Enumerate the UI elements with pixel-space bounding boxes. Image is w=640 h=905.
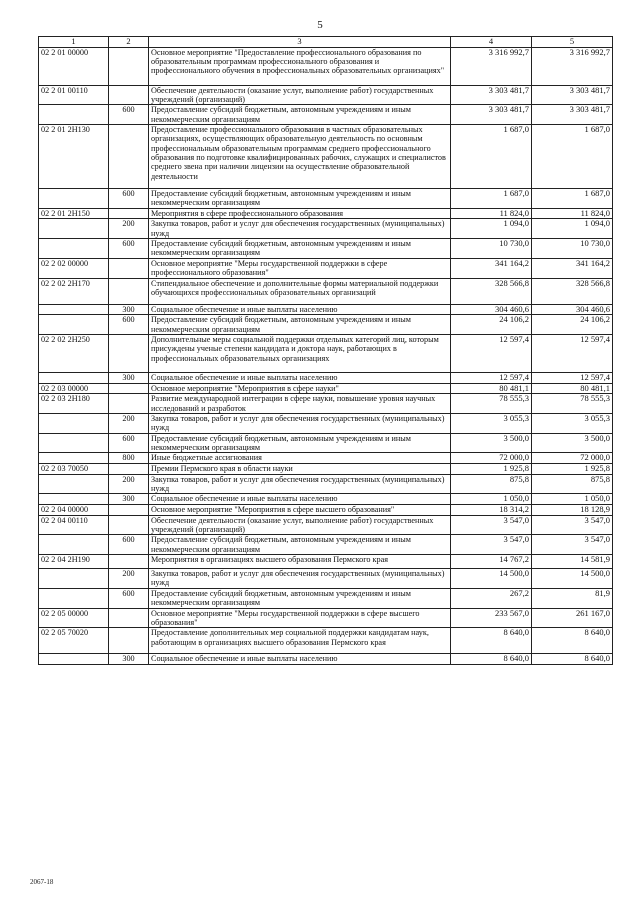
row-expense-type [109,608,149,628]
row-amount-col5: 8 640,0 [532,628,613,654]
row-expense-type: 200 [109,219,149,239]
row-amount-col5: 81,9 [532,588,613,608]
row-expense-type [109,555,149,569]
page-number: 5 [317,19,323,31]
row-amount-col5: 1 094,0 [532,219,613,239]
row-amount-col4: 24 106,2 [451,315,532,335]
header-row [39,37,613,48]
row-description: Предоставление субсидий бюджетным, автономным учреждениям и иным некоммерческим организациям [149,535,451,555]
row-expense-type [109,208,149,219]
table-row [39,628,613,654]
row-amount-col5: 341 164,2 [532,258,613,278]
row-description: Развитие международной интеграции в сфере науки, повышение уровня научных исследований и разработок [149,394,451,414]
row-code: 02 2 01 00110 [39,85,109,105]
row-amount-col5: 1 925,8 [532,464,613,475]
row-amount-col4: 304 460,6 [451,304,532,315]
row-expense-type: 800 [109,453,149,464]
row-code [39,433,109,453]
row-code: 02 2 03 70050 [39,464,109,475]
row-amount-col4: 1 050,0 [451,494,532,505]
row-code [39,569,109,589]
row-description: Социальное обеспечение и иные выплаты населению [149,372,451,383]
row-expense-type: 600 [109,433,149,453]
row-amount-col5: 3 547,0 [532,515,613,535]
row-expense-type: 600 [109,189,149,209]
table-row [39,464,613,475]
table-row [39,494,613,505]
table-row [39,515,613,535]
row-expense-type: 300 [109,654,149,665]
row-expense-type [109,47,149,85]
row-amount-col4: 3 316 992,7 [451,47,532,85]
row-expense-type [109,258,149,278]
row-code [39,219,109,239]
row-amount-col4: 8 640,0 [451,654,532,665]
row-amount-col5: 80 481,1 [532,383,613,394]
row-expense-type [109,394,149,414]
row-amount-col5: 3 055,3 [532,413,613,433]
row-amount-col5: 3 303 481,7 [532,85,613,105]
row-description: Предоставление субсидий бюджетным, автономным учреждениям и иным некоммерческим организациям [149,588,451,608]
footer-code: 2067-18 [30,878,54,886]
row-amount-col5: 10 730,0 [532,239,613,259]
row-amount-col5: 3 316 992,7 [532,47,613,85]
row-code: 02 2 02 00000 [39,258,109,278]
row-amount-col4: 233 567,0 [451,608,532,628]
row-expense-type [109,278,149,304]
table-row [39,208,613,219]
header-col-4: 4 [451,37,532,48]
table-row [39,505,613,516]
row-amount-col5: 14 500,0 [532,569,613,589]
row-description: Социальное обеспечение и иные выплаты населению [149,304,451,315]
row-amount-col4: 3 547,0 [451,535,532,555]
row-expense-type [109,628,149,654]
row-description: Иные бюджетные ассигнования [149,453,451,464]
row-description: Основное мероприятие "Меры государственной поддержки в сфере профессионального образования" [149,258,451,278]
row-amount-col4: 12 597,4 [451,334,532,372]
row-amount-col4: 3 547,0 [451,515,532,535]
row-description: Социальное обеспечение и иные выплаты населению [149,654,451,665]
row-code [39,494,109,505]
row-amount-col4: 3 303 481,7 [451,105,532,125]
row-amount-col5: 3 547,0 [532,535,613,555]
row-code [39,474,109,494]
row-description: Предоставление субсидий бюджетным, автономным учреждениям и иным некоммерческим организациям [149,315,451,335]
table-row [39,304,613,315]
row-description: Предоставление субсидий бюджетным, автономным учреждениям и иным некоммерческим организациям [149,105,451,125]
row-amount-col4: 875,8 [451,474,532,494]
header-col-2: 2 [109,37,149,48]
row-description: Предоставление профессионального образования в частных образовательных организациях, осуществляющих образовательную деятельность по основным профессиональным образовательным программам среднего профессионального образования по подготовке квалифицированных рабочих, служащих и специалистов среднего звена при наличии лицензии на осуществление образовательной деятельности [149,125,451,189]
row-code [39,239,109,259]
row-description: Основное мероприятие "Мероприятия в сфере науки" [149,383,451,394]
row-code: 02 2 04 00110 [39,515,109,535]
row-amount-col4: 267,2 [451,588,532,608]
row-expense-type: 600 [109,535,149,555]
row-expense-type: 600 [109,239,149,259]
row-code: 02 2 03 2Н180 [39,394,109,414]
row-description: Закупка товаров, работ и услуг для обеспечения государственных (муниципальных) нужд [149,219,451,239]
row-description: Предоставление субсидий бюджетным, автономным учреждениям и иным некоммерческим организациям [149,239,451,259]
row-amount-col5: 18 128,9 [532,505,613,516]
row-expense-type: 300 [109,304,149,315]
row-code [39,189,109,209]
row-expense-type [109,505,149,516]
table-row [39,433,613,453]
header-col-1: 1 [39,37,109,48]
table-row [39,555,613,569]
row-amount-col5: 261 167,0 [532,608,613,628]
row-amount-col5: 1 050,0 [532,494,613,505]
row-code [39,105,109,125]
row-description: Предоставление субсидий бюджетным, автономным учреждениям и иным некоммерческим организациям [149,189,451,209]
row-amount-col4: 1 925,8 [451,464,532,475]
row-code: 02 2 02 2Н250 [39,334,109,372]
budget-table [38,36,613,665]
row-code [39,315,109,335]
row-code [39,453,109,464]
row-amount-col4: 12 597,4 [451,372,532,383]
row-description: Премии Пермского края в области науки [149,464,451,475]
row-expense-type [109,125,149,189]
row-amount-col5: 3 303 481,7 [532,105,613,125]
row-code [39,588,109,608]
row-description: Основное мероприятие "Мероприятия в сфере высшего образования" [149,505,451,516]
row-code: 02 2 05 70020 [39,628,109,654]
row-expense-type: 300 [109,494,149,505]
row-amount-col4: 341 164,2 [451,258,532,278]
row-code [39,535,109,555]
row-code [39,372,109,383]
row-amount-col5: 72 000,0 [532,453,613,464]
row-amount-col4: 8 640,0 [451,628,532,654]
row-amount-col5: 12 597,4 [532,334,613,372]
table-row [39,125,613,189]
row-amount-col5: 1 687,0 [532,125,613,189]
row-expense-type: 300 [109,372,149,383]
row-expense-type: 600 [109,315,149,335]
row-amount-col4: 328 566,8 [451,278,532,304]
table-row [39,383,613,394]
row-expense-type [109,85,149,105]
row-description: Обеспечение деятельности (оказание услуг, выполнение работ) государственных учреждений (организаций) [149,515,451,535]
table-row [39,394,613,414]
row-amount-col4: 14 500,0 [451,569,532,589]
row-amount-col5: 11 824,0 [532,208,613,219]
table-row [39,47,613,85]
row-expense-type: 200 [109,413,149,433]
row-expense-type: 200 [109,474,149,494]
table-row [39,588,613,608]
row-expense-type [109,464,149,475]
table-row [39,278,613,304]
row-amount-col5: 875,8 [532,474,613,494]
header-col-5: 5 [532,37,613,48]
table-row [39,105,613,125]
row-code: 02 2 01 2Н150 [39,208,109,219]
row-amount-col5: 14 581,9 [532,555,613,569]
row-expense-type [109,334,149,372]
row-code: 02 2 02 2Н170 [39,278,109,304]
table-row [39,219,613,239]
table-row [39,315,613,335]
row-amount-col4: 3 500,0 [451,433,532,453]
row-amount-col4: 3 303 481,7 [451,85,532,105]
row-amount-col4: 3 055,3 [451,413,532,433]
row-amount-col5: 328 566,8 [532,278,613,304]
row-amount-col4: 11 824,0 [451,208,532,219]
table-row [39,453,613,464]
row-amount-col4: 18 314,2 [451,505,532,516]
row-amount-col4: 1 687,0 [451,189,532,209]
table-row [39,372,613,383]
row-description: Основное мероприятие "Меры государственной поддержки в сфере высшего образования" [149,608,451,628]
row-amount-col4: 80 481,1 [451,383,532,394]
row-amount-col5: 304 460,6 [532,304,613,315]
table-row [39,535,613,555]
row-amount-col4: 14 767,2 [451,555,532,569]
row-description: Предоставление субсидий бюджетным, автономным учреждениям и иным некоммерческим организациям [149,433,451,453]
row-amount-col4: 1 687,0 [451,125,532,189]
row-description: Предоставление дополнительных мер социальной поддержки кандидатам наук, работающим в организациях высшего образования Пермского края [149,628,451,654]
row-expense-type [109,383,149,394]
row-code: 02 2 01 00000 [39,47,109,85]
row-code [39,654,109,665]
row-amount-col5: 24 106,2 [532,315,613,335]
row-amount-col5: 12 597,4 [532,372,613,383]
row-description: Закупка товаров, работ и услуг для обеспечения государственных (муниципальных) нужд [149,569,451,589]
table-row [39,85,613,105]
row-amount-col4: 1 094,0 [451,219,532,239]
row-code: 02 2 04 00000 [39,505,109,516]
row-code [39,304,109,315]
row-code: 02 2 03 00000 [39,383,109,394]
table-row [39,239,613,259]
row-description: Стипендиальное обеспечение и дополнительные формы материальной поддержки обучающихся профессиональных образовательных организаций [149,278,451,304]
row-expense-type: 200 [109,569,149,589]
row-code: 02 2 04 2Н190 [39,555,109,569]
header-col-3: 3 [149,37,451,48]
row-amount-col5: 78 555,3 [532,394,613,414]
row-code: 02 2 01 2Н130 [39,125,109,189]
row-description: Основное мероприятие "Предоставление профессионального образования по образовательным программам профессионального образования и профессионального обучения в профессиональных образовательных организациях" [149,47,451,85]
table-row [39,474,613,494]
row-expense-type: 600 [109,588,149,608]
row-description: Мероприятия в организациях высшего образования Пермского края [149,555,451,569]
row-amount-col5: 8 640,0 [532,654,613,665]
table-row [39,654,613,665]
table-row [39,189,613,209]
row-expense-type [109,515,149,535]
row-amount-col5: 3 500,0 [532,433,613,453]
row-amount-col4: 78 555,3 [451,394,532,414]
row-amount-col4: 72 000,0 [451,453,532,464]
table-row [39,258,613,278]
row-description: Закупка товаров, работ и услуг для обеспечения государственных (муниципальных) нужд [149,413,451,433]
row-expense-type: 600 [109,105,149,125]
table-row [39,569,613,589]
table-row [39,608,613,628]
table-row [39,413,613,433]
row-amount-col4: 10 730,0 [451,239,532,259]
table-row [39,334,613,372]
row-description: Дополнительные меры социальной поддержки отдельных категорий лиц, которым присуждены ученые степени кандидата и доктора наук, работающих в профессиональных образовательных организациях [149,334,451,372]
row-amount-col5: 1 687,0 [532,189,613,209]
row-description: Социальное обеспечение и иные выплаты населению [149,494,451,505]
row-description: Мероприятия в сфере профессионального образования [149,208,451,219]
row-description: Обеспечение деятельности (оказание услуг, выполнение работ) государственных учреждений (организаций) [149,85,451,105]
row-description: Закупка товаров, работ и услуг для обеспечения государственных (муниципальных) нужд [149,474,451,494]
row-code: 02 2 05 00000 [39,608,109,628]
table-body [39,47,613,664]
table-header [39,37,613,48]
row-code [39,413,109,433]
